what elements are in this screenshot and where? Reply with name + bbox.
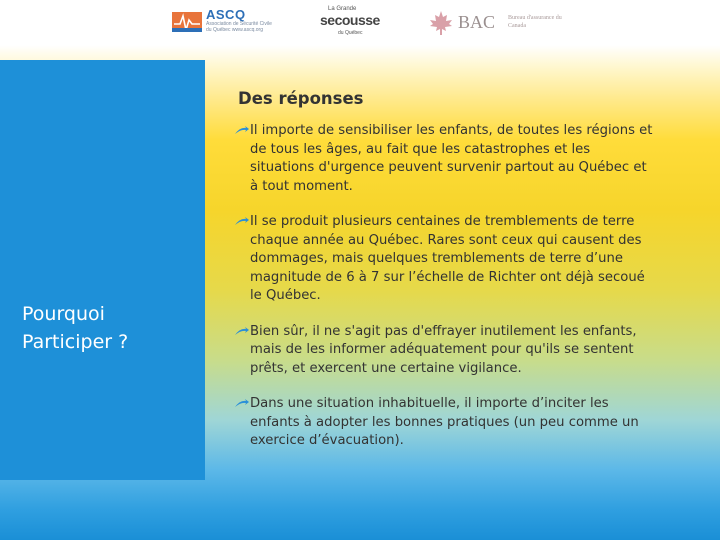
bullet-item xyxy=(230,323,655,379)
ascq-logo xyxy=(172,4,272,44)
bac-subtitle: Bureau d'assurance du Canada xyxy=(508,15,562,29)
bullet-item xyxy=(230,213,655,306)
content-heading: Des réponses xyxy=(238,89,364,108)
ascq-name: ASCQ xyxy=(206,7,246,22)
bullet-text: Bien sûr, il ne s'agit pas d'effrayer inutilement les enfants, mais de les informer adéquatement pour qu'ils se sentent prêts, et exercent une certaine vigilance. xyxy=(250,323,637,376)
bullet-item xyxy=(230,122,655,196)
bac-logo xyxy=(428,4,562,44)
bullet-arrow-icon xyxy=(234,126,250,136)
ascq-mark-icon xyxy=(172,10,204,34)
bullet-text: Il se produit plusieurs centaines de tremblements de terre chaque année au Québec. Rares sont ceux qui causent des dommages, mais quelques tremblements de terre d’une magnitude de 6 à 7 sur l’échelle de Richter ont déjà secoué le Québec. xyxy=(250,214,645,303)
bullet-arrow-icon xyxy=(234,217,250,227)
left-title-line-2: Participer ? xyxy=(22,331,129,353)
logo-bar xyxy=(0,0,720,48)
left-panel xyxy=(0,60,205,480)
left-panel-title xyxy=(22,300,128,356)
left-title-line-1: Pourquoi xyxy=(22,303,105,325)
bullet-arrow-icon xyxy=(234,327,250,337)
bullet-arrow-icon xyxy=(234,399,250,409)
secousse-top-text: La Grande xyxy=(328,6,357,12)
bullet-item xyxy=(230,395,655,451)
secousse-logo xyxy=(318,4,380,44)
ascq-subtitle: Association de Sécurité Civile du Québec www.ascq.org xyxy=(206,21,272,33)
secousse-main-text: secousse xyxy=(320,12,380,28)
bullet-text: Dans une situation inhabituelle, il importe d’inciter les enfants à adopter les bonnes pratiques (un peu comme un exercice d’évacuation). xyxy=(250,396,639,448)
bullet-text: Il importe de sensibiliser les enfants, de toutes les régions et de tous les âges, au fait que les catastrophes et les situations d'urgence peuvent survenir partout au Québec et à tout moment. xyxy=(250,123,653,194)
bullet-list xyxy=(230,122,655,451)
maple-leaf-icon xyxy=(428,10,454,36)
bac-name: BAC xyxy=(458,12,496,32)
secousse-bottom-text: du Québec xyxy=(338,30,363,36)
